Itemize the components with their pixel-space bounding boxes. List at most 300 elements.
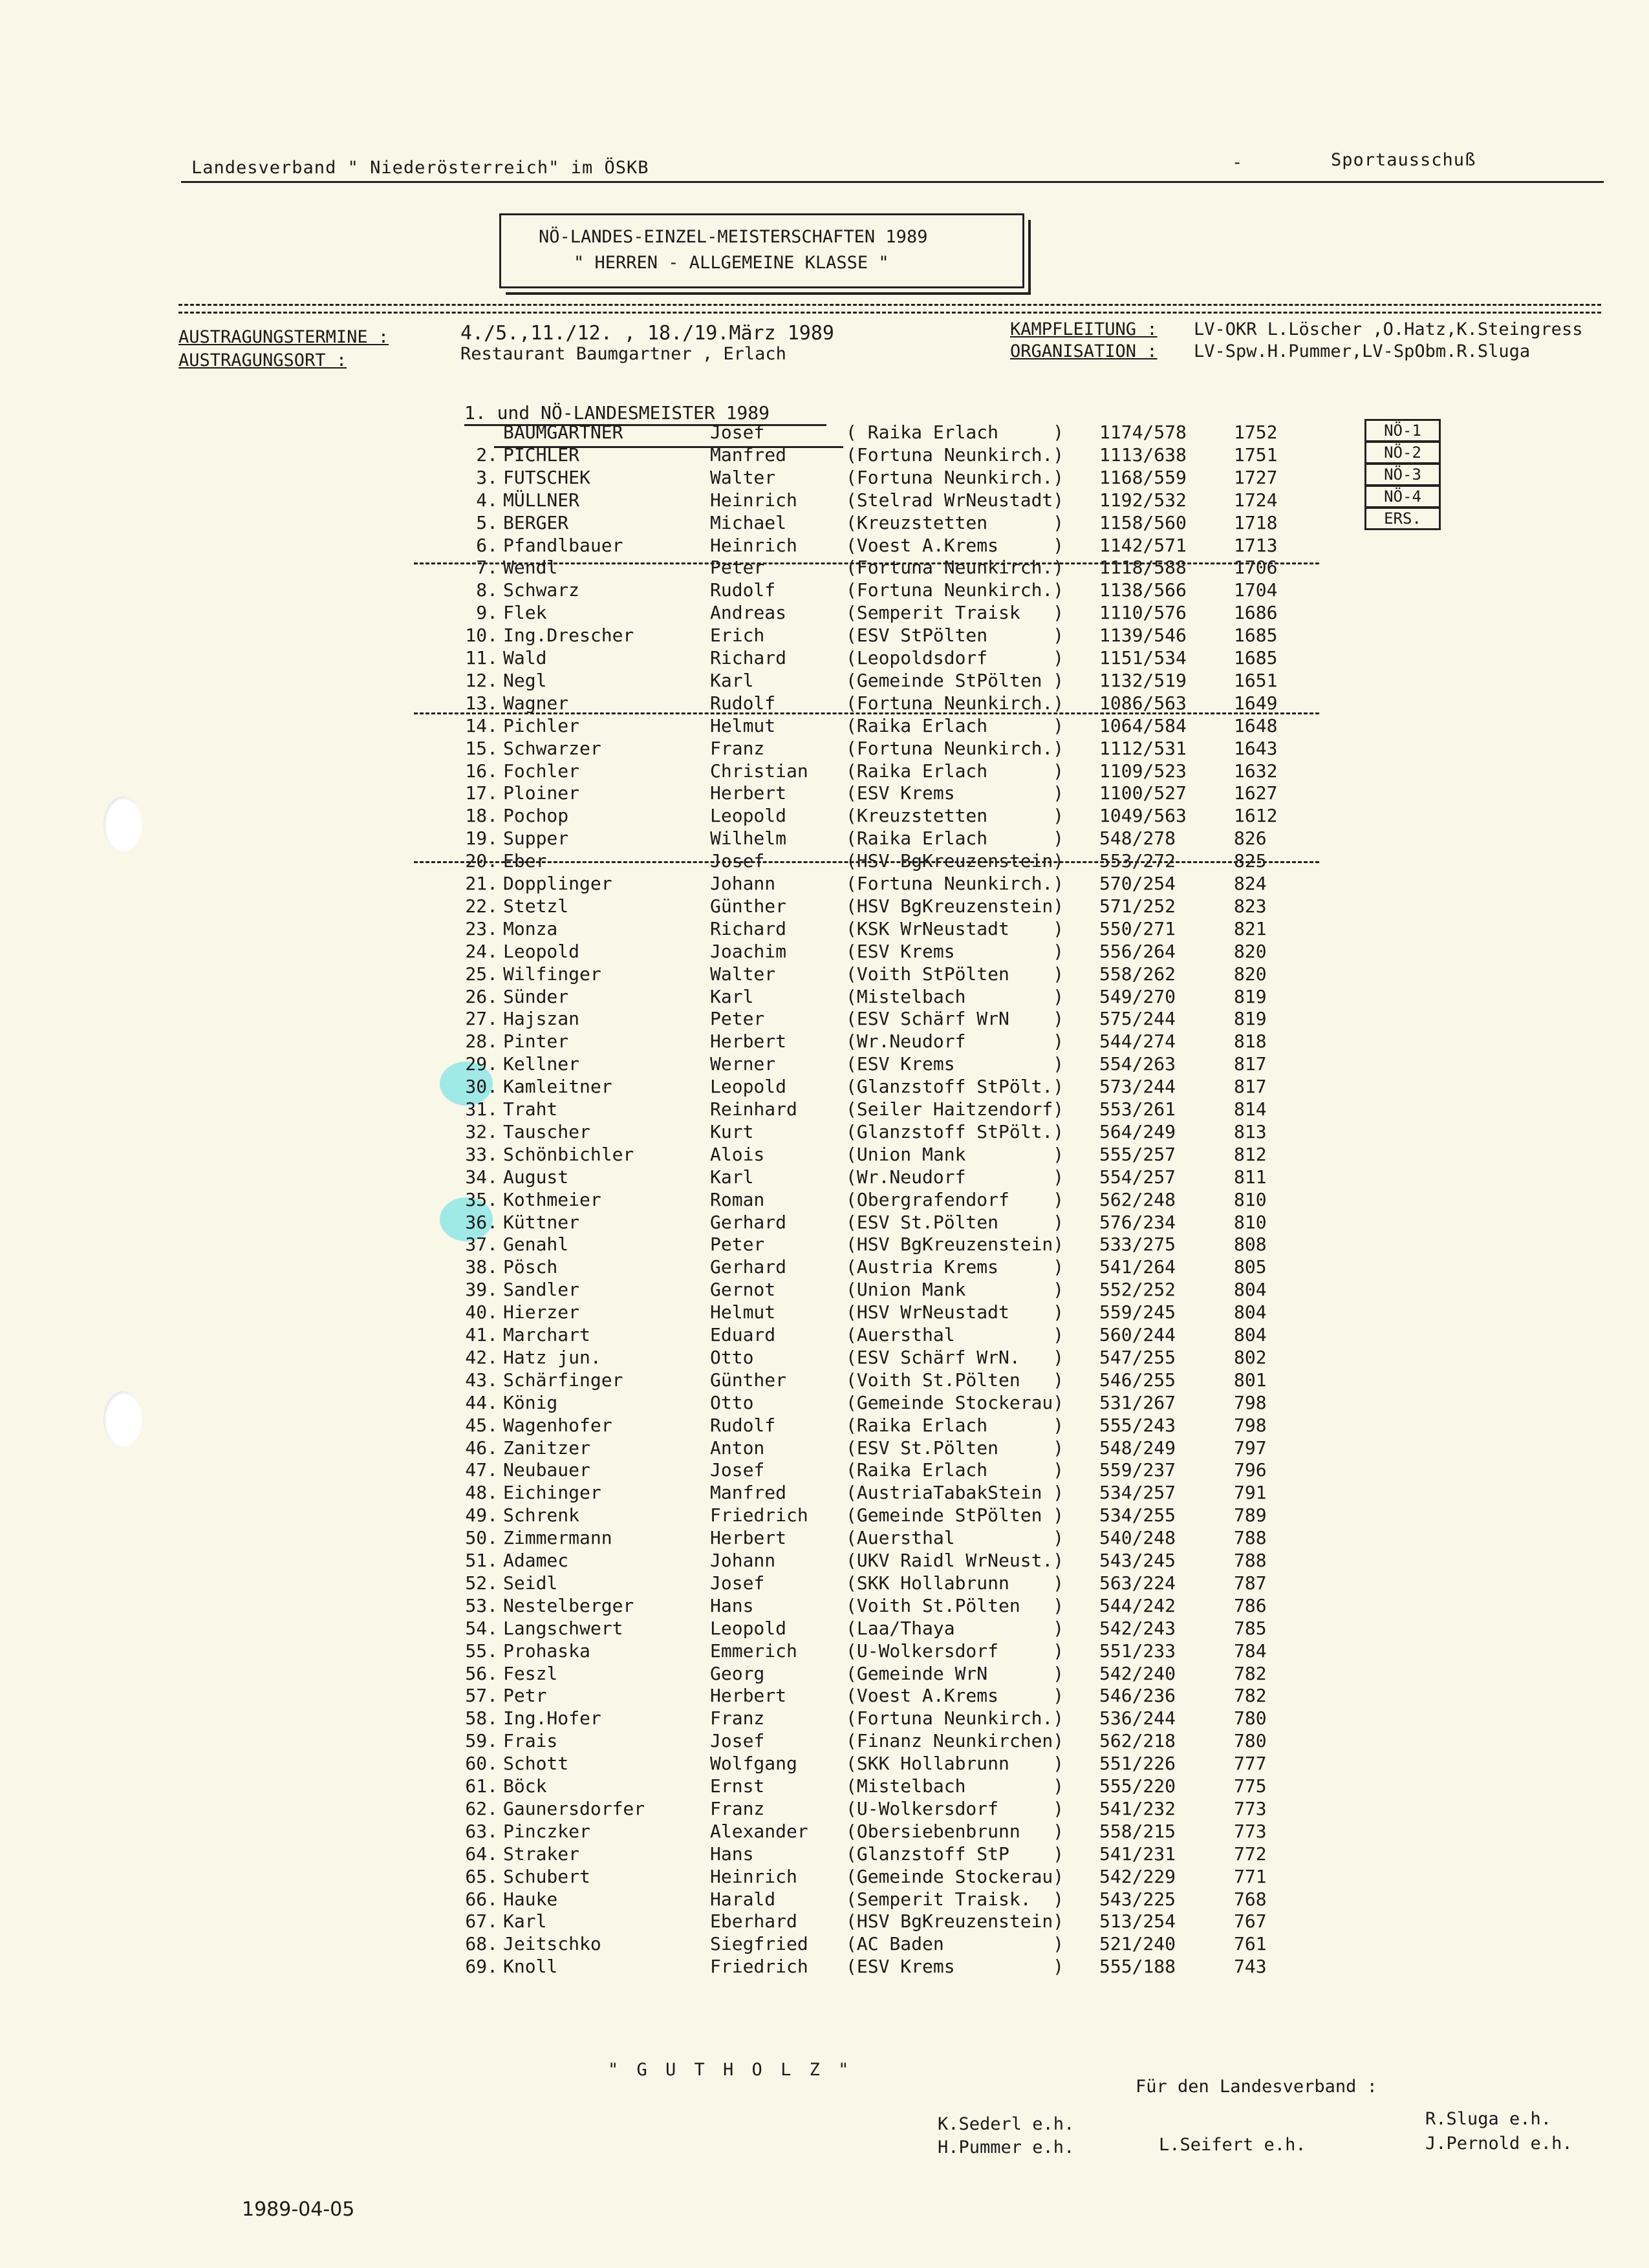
rank-cell: 50.: [465, 1527, 498, 1548]
total-cell: 810: [1234, 1212, 1267, 1233]
first-name-cell: Helmut: [710, 1301, 776, 1323]
rank-cell: 53.: [465, 1595, 498, 1616]
club-cell: (Leopoldsdorf ): [846, 647, 1064, 669]
club-cell: (Seiler Haitzendorf): [846, 1098, 1064, 1120]
last-name-cell: Traht: [503, 1098, 558, 1120]
result-cell: 521/240: [1099, 1933, 1176, 1954]
last-name-cell: Adamec: [503, 1550, 569, 1571]
total-cell: 1686: [1234, 602, 1278, 623]
rank-cell: 43.: [465, 1369, 498, 1391]
last-name-cell: Prohaska: [503, 1640, 590, 1662]
rank-cell: 33.: [465, 1144, 498, 1165]
club-cell: (SKK Hollabrunn ): [846, 1753, 1064, 1774]
last-name-cell: Pichler: [503, 715, 580, 736]
total-cell: 797: [1234, 1437, 1267, 1459]
last-name-cell: Pinter: [503, 1031, 569, 1052]
first-name-cell: Christian: [710, 760, 808, 782]
total-cell: 798: [1234, 1392, 1267, 1413]
org-label: ORGANISATION :: [1010, 341, 1158, 361]
club-cell: (Obersiebenbrunn ): [846, 1821, 1064, 1842]
first-name-cell: Anton: [710, 1437, 765, 1459]
first-name-cell: Günther: [710, 895, 787, 917]
qualifier-box-3: NÖ-3: [1364, 463, 1441, 486]
result-cell: 1139/546: [1099, 625, 1187, 646]
committee-name: Sportausschuß: [1331, 150, 1476, 170]
first-name-cell: Manfred: [710, 444, 787, 465]
result-cell: 549/270: [1099, 986, 1176, 1007]
result-cell: 554/263: [1099, 1053, 1176, 1075]
qualifier-box-1: NÖ-1: [1364, 419, 1441, 442]
total-cell: 1713: [1234, 535, 1278, 556]
last-name-cell: Eber: [503, 850, 547, 872]
qualifier-box-4: NÖ-4: [1364, 485, 1441, 508]
rank-cell: 61.: [465, 1775, 498, 1797]
rank-cell: 3.: [476, 467, 498, 488]
club-cell: (Gemeinde WrN ): [846, 1663, 1064, 1684]
total-cell: 823: [1234, 895, 1267, 917]
total-cell: 1648: [1234, 715, 1278, 736]
signature-seifert: L.Seifert e.h.: [1159, 2135, 1306, 2155]
club-cell: (Fortuna Neunkirch.): [846, 873, 1064, 894]
club-cell: (Stelrad WrNeustadt): [846, 489, 1064, 511]
rank-cell: 4.: [476, 489, 498, 511]
total-cell: 780: [1234, 1707, 1267, 1729]
total-cell: 1727: [1234, 467, 1278, 488]
result-cell: 536/244: [1099, 1707, 1176, 1729]
last-name-cell: Karl: [503, 1910, 547, 1932]
first-name-cell: Peter: [710, 557, 765, 578]
result-cell: 555/243: [1099, 1415, 1176, 1436]
club-cell: (Auersthal ): [846, 1324, 1064, 1345]
rank-cell: 41.: [465, 1324, 498, 1345]
association-name: Landesverband " Niederösterreich" im ÖSKB: [191, 158, 649, 178]
total-cell: 773: [1234, 1798, 1267, 1819]
result-cell: 1110/576: [1099, 602, 1187, 623]
result-cell: 559/237: [1099, 1459, 1176, 1481]
rank-cell: 69.: [465, 1956, 498, 1977]
last-name-cell: Nestelberger: [503, 1595, 634, 1616]
club-cell: (Gemeinde StPölten ): [846, 670, 1064, 691]
result-cell: 553/272: [1099, 850, 1176, 872]
first-name-cell: Wilhelm: [710, 828, 787, 849]
last-name-cell: Gaunersdorfer: [503, 1798, 645, 1819]
result-cell: 562/248: [1099, 1189, 1176, 1210]
club-cell: (ESV StPölten ): [846, 625, 1064, 646]
result-cell: 534/257: [1099, 1482, 1176, 1503]
last-name-cell: König: [503, 1392, 558, 1413]
rank-cell: 59.: [465, 1730, 498, 1751]
club-cell: (Raika Erlach ): [846, 715, 1064, 736]
rank-cell: 32.: [465, 1121, 498, 1142]
rank-cell: 8.: [476, 579, 498, 601]
last-name-cell: Schrenk: [503, 1504, 580, 1526]
result-cell: 533/275: [1099, 1234, 1176, 1255]
first-name-cell: Otto: [710, 1392, 754, 1413]
total-cell: 743: [1234, 1956, 1267, 1977]
total-cell: 821: [1234, 918, 1267, 939]
last-name-cell: FUTSCHEK: [503, 467, 590, 488]
last-name-cell: August: [503, 1166, 569, 1188]
result-cell: 1109/523: [1099, 760, 1187, 782]
total-cell: 786: [1234, 1595, 1267, 1616]
last-name-cell: Ploiner: [503, 782, 580, 804]
last-name-cell: Wagner: [503, 692, 569, 714]
for-association: Für den Landesverband :: [1136, 2077, 1377, 2097]
result-cell: 1049/563: [1099, 805, 1187, 826]
group-separator-3: [414, 861, 1319, 863]
total-cell: 819: [1234, 986, 1267, 1007]
result-cell: 540/248: [1099, 1527, 1176, 1548]
club-cell: (Mistelbach ): [846, 1775, 1064, 1797]
signature-pernold: J.Pernold e.h.: [1425, 2134, 1573, 2154]
rank-cell: 56.: [465, 1663, 498, 1684]
signature-sederl: K.Sederl e.h.: [938, 2114, 1075, 2134]
rank-cell: 57.: [465, 1685, 498, 1706]
first-name-cell: Walter: [710, 963, 776, 985]
qualifier-box-2: NÖ-2: [1364, 441, 1441, 464]
result-cell: 1158/560: [1099, 512, 1187, 533]
club-cell: (Fortuna Neunkirch.): [846, 1707, 1064, 1729]
referee-value: LV-OKR L.Löscher ,O.Hatz,K.Steingress: [1194, 319, 1583, 339]
total-cell: 1632: [1234, 760, 1278, 782]
result-cell: 1138/566: [1099, 579, 1187, 601]
group-separator-2: [414, 712, 1319, 714]
total-cell: 826: [1234, 828, 1267, 849]
result-cell: 1086/563: [1099, 692, 1187, 714]
first-name-cell: Heinrich: [710, 489, 797, 511]
first-name-cell: Herbert: [710, 1031, 787, 1052]
rank-cell: 16.: [465, 760, 498, 782]
last-name-cell: Küttner: [503, 1212, 580, 1233]
first-name-cell: Rudolf: [710, 1415, 776, 1436]
first-name-cell: Michael: [710, 512, 787, 533]
first-name-cell: Josef: [710, 422, 765, 443]
first-name-cell: Karl: [710, 1166, 754, 1188]
first-name-cell: Richard: [710, 918, 787, 939]
result-cell: 548/278: [1099, 828, 1176, 849]
club-cell: (AustriaTabakStein ): [846, 1482, 1064, 1503]
result-cell: 1151/534: [1099, 647, 1187, 669]
result-cell: 541/231: [1099, 1843, 1176, 1865]
total-cell: 767: [1234, 1910, 1267, 1932]
total-cell: 811: [1234, 1166, 1267, 1188]
club-cell: (Finanz Neunkirchen): [846, 1730, 1064, 1751]
club-cell: (Glanzstoff StP ): [846, 1843, 1064, 1865]
club-cell: (KSK WrNeustadt ): [846, 918, 1064, 939]
total-cell: 782: [1234, 1663, 1267, 1684]
total-cell: 1651: [1234, 670, 1278, 691]
first-name-cell: Leopold: [710, 1076, 787, 1097]
first-name-cell: Georg: [710, 1663, 765, 1684]
result-cell: 555/257: [1099, 1144, 1176, 1165]
last-name-cell: Fochler: [503, 760, 580, 782]
rank-cell: 40.: [465, 1301, 498, 1323]
club-cell: (HSV BgKreuzenstein): [846, 1910, 1064, 1932]
club-cell: (Glanzstoff StPölt.): [846, 1121, 1064, 1142]
first-name-cell: Johann: [710, 1550, 776, 1571]
club-cell: (HSV BgKreuzenstein): [846, 895, 1064, 917]
result-cell: 513/254: [1099, 1910, 1176, 1932]
first-name-cell: Franz: [710, 738, 765, 759]
rank-cell: 62.: [465, 1798, 498, 1819]
venue-label: AUSTRAGUNGSORT :: [178, 350, 347, 370]
last-name-cell: Zanitzer: [503, 1437, 590, 1459]
rank-cell: 68.: [465, 1933, 498, 1954]
rank-cell: 14.: [465, 715, 498, 736]
result-cell: 555/220: [1099, 1775, 1176, 1797]
rank-cell: 27.: [465, 1008, 498, 1029]
total-cell: 1706: [1234, 557, 1278, 578]
club-cell: (Kreuzstetten ): [846, 805, 1064, 826]
total-cell: 817: [1234, 1076, 1267, 1097]
result-cell: 1174/578: [1099, 422, 1187, 443]
last-name-cell: Marchart: [503, 1324, 590, 1345]
first-name-cell: Kurt: [710, 1121, 754, 1142]
first-name-cell: Friedrich: [710, 1956, 808, 1977]
club-cell: (Obergrafendorf ): [846, 1189, 1064, 1210]
total-cell: 780: [1234, 1730, 1267, 1751]
total-cell: 784: [1234, 1640, 1267, 1662]
club-cell: (Raika Erlach ): [846, 760, 1064, 782]
last-name-cell: Straker: [503, 1843, 580, 1865]
result-cell: 559/245: [1099, 1301, 1176, 1323]
rank-cell: 34.: [465, 1166, 498, 1188]
meta-rule-top: [178, 304, 1601, 306]
rank-cell: 52.: [465, 1572, 498, 1594]
last-name-cell: Böck: [503, 1775, 547, 1797]
club-cell: (Fortuna Neunkirch.): [846, 579, 1064, 601]
result-cell: 546/255: [1099, 1369, 1176, 1391]
club-cell: (ESV St.Pölten ): [846, 1437, 1064, 1459]
last-name-cell: Stetzl: [503, 895, 569, 917]
qualifier-box-5: ERS.: [1364, 507, 1441, 530]
total-cell: 772: [1234, 1843, 1267, 1865]
rank-cell: 23.: [465, 918, 498, 939]
result-cell: 575/244: [1099, 1008, 1176, 1029]
last-name-cell: Petr: [503, 1685, 547, 1706]
referee-label: KAMPFLEITUNG :: [1010, 319, 1158, 339]
first-name-cell: Andreas: [710, 602, 787, 623]
venue-value: Restaurant Baumgartner , Erlach: [460, 344, 786, 364]
club-cell: (UKV Raidl WrNeust.): [846, 1550, 1064, 1571]
rank-cell: 15.: [465, 738, 498, 759]
last-name-cell: MÜLLNER: [503, 489, 580, 511]
first-name-cell: Josef: [710, 1572, 765, 1594]
rank-cell: 37.: [465, 1234, 498, 1255]
club-cell: (Wr.Neudorf ): [846, 1166, 1064, 1188]
club-cell: (ESV St.Pölten ): [846, 1212, 1064, 1233]
rank-cell: 19.: [465, 828, 498, 849]
club-cell: (Raika Erlach ): [846, 828, 1064, 849]
club-cell: (Voest A.Krems ): [846, 535, 1064, 556]
rank-cell: 55.: [465, 1640, 498, 1662]
result-cell: 1100/527: [1099, 782, 1187, 804]
result-cell: 564/249: [1099, 1121, 1176, 1142]
group-separator-1: [414, 562, 1319, 564]
result-cell: 552/252: [1099, 1279, 1176, 1300]
total-cell: 782: [1234, 1685, 1267, 1706]
result-cell: 576/234: [1099, 1212, 1176, 1233]
first-name-cell: Heinrich: [710, 535, 797, 556]
last-name-cell: Sandler: [503, 1279, 580, 1300]
first-name-cell: Günther: [710, 1369, 787, 1391]
title-line-2: " HERREN - ALLGEMEINE KLASSE ": [574, 253, 889, 273]
last-name-cell: Schott: [503, 1753, 569, 1774]
last-name-cell: Schubert: [503, 1866, 590, 1887]
first-name-cell: Gerhard: [710, 1212, 787, 1233]
last-name-cell: Hauke: [503, 1888, 558, 1910]
first-name-cell: Josef: [710, 1730, 765, 1751]
last-name-cell: Supper: [503, 828, 569, 849]
club-cell: (ESV Krems ): [846, 1956, 1064, 1977]
first-name-cell: Werner: [710, 1053, 776, 1075]
rank-cell: 38.: [465, 1256, 498, 1278]
club-cell: (ESV Schärf WrN. ): [846, 1347, 1064, 1368]
rank-cell: 12.: [465, 670, 498, 691]
rank-cell: 28.: [465, 1031, 498, 1052]
rank-cell: 26.: [465, 986, 498, 1007]
total-cell: 812: [1234, 1144, 1267, 1165]
signature-sluga: R.Sluga e.h.: [1425, 2109, 1552, 2129]
first-name-cell: Otto: [710, 1347, 754, 1368]
club-cell: (Voith StPölten ): [846, 963, 1064, 985]
total-cell: 804: [1234, 1324, 1267, 1345]
total-cell: 802: [1234, 1347, 1267, 1368]
result-cell: 544/274: [1099, 1031, 1176, 1052]
last-name-cell: Schönbichler: [503, 1144, 634, 1165]
result-cell: 555/188: [1099, 1956, 1176, 1977]
first-name-cell: Hans: [710, 1595, 754, 1616]
first-name-cell: Joachim: [710, 941, 787, 962]
rank-cell: 44.: [465, 1392, 498, 1413]
club-cell: ( Raika Erlach ): [846, 422, 1064, 443]
club-cell: (Glanzstoff StPölt.): [846, 1076, 1064, 1097]
club-cell: (Fortuna Neunkirch.): [846, 444, 1064, 465]
rank-cell: 11.: [465, 647, 498, 669]
title-line-1: NÖ-LANDES-EINZEL-MEISTERSCHAFTEN 1989: [539, 227, 928, 247]
total-cell: 761: [1234, 1933, 1267, 1954]
total-cell: 789: [1234, 1504, 1267, 1526]
total-cell: 817: [1234, 1053, 1267, 1075]
total-cell: 788: [1234, 1527, 1267, 1548]
club-cell: (Auersthal ): [846, 1527, 1064, 1548]
first-name-cell: Johann: [710, 873, 776, 894]
total-cell: 1627: [1234, 782, 1278, 804]
result-cell: 546/236: [1099, 1685, 1176, 1706]
title-box: [499, 213, 1024, 288]
rank-cell: 63.: [465, 1821, 498, 1842]
rank-cell: 58.: [465, 1707, 498, 1729]
greeting: " G U T H O L Z ": [608, 2060, 853, 2080]
total-cell: 788: [1234, 1550, 1267, 1571]
rank-cell: 60.: [465, 1753, 498, 1774]
first-name-cell: Josef: [710, 1459, 765, 1481]
total-cell: 801: [1234, 1369, 1267, 1391]
first-name-cell: Leopold: [710, 1618, 787, 1639]
last-name-cell: PICHLER: [503, 444, 580, 465]
club-cell: (Fortuna Neunkirch.): [846, 738, 1064, 759]
club-cell: (AC Baden ): [846, 1933, 1064, 1954]
club-cell: (Union Mank ): [846, 1144, 1064, 1165]
last-name-cell: Pinczker: [503, 1821, 590, 1842]
rank-cell: 20.: [465, 850, 498, 872]
result-cell: 534/255: [1099, 1504, 1176, 1526]
last-name-cell: Kothmeier: [503, 1189, 601, 1210]
result-cell: 556/264: [1099, 941, 1176, 962]
club-cell: (Fortuna Neunkirch.): [846, 557, 1064, 578]
rank-cell: 25.: [465, 963, 498, 985]
last-name-cell: BERGER: [503, 512, 569, 533]
rank-cell: 46.: [465, 1437, 498, 1459]
rank-cell: 24.: [465, 941, 498, 962]
club-cell: (Raika Erlach ): [846, 1459, 1064, 1481]
club-cell: (Gemeinde StPölten ): [846, 1504, 1064, 1526]
result-cell: 558/262: [1099, 963, 1176, 985]
first-name-cell: Emmerich: [710, 1640, 797, 1662]
rank-cell: 49.: [465, 1504, 498, 1526]
total-cell: 810: [1234, 1189, 1267, 1210]
rank-cell: 42.: [465, 1347, 498, 1368]
last-name-cell: Monza: [503, 918, 558, 939]
first-name-cell: Heinrich: [710, 1866, 797, 1887]
rank-cell: 21.: [465, 873, 498, 894]
last-name-cell: Hatz jun.: [503, 1347, 601, 1368]
club-cell: (HSV BgKreuzenstein): [846, 1234, 1064, 1255]
punch-hole-bottom: [103, 1391, 142, 1447]
last-name-cell: Pfandlbauer: [503, 535, 623, 556]
total-cell: 805: [1234, 1256, 1267, 1278]
rank-cell: 35.: [465, 1189, 498, 1210]
first-name-cell: Reinhard: [710, 1098, 797, 1120]
last-name-cell: Frais: [503, 1730, 558, 1751]
result-cell: 1112/531: [1099, 738, 1187, 759]
rank-cell: 10.: [465, 625, 498, 646]
total-cell: 771: [1234, 1866, 1267, 1887]
first-name-cell: Friedrich: [710, 1504, 808, 1526]
club-cell: (Union Mank ): [846, 1279, 1064, 1300]
first-name-cell: Franz: [710, 1798, 765, 1819]
first-name-cell: Herbert: [710, 1527, 787, 1548]
dates-value: 4./5.,11./12. , 18./19.März 1989: [460, 322, 834, 345]
total-cell: 768: [1234, 1888, 1267, 1910]
result-cell: 553/261: [1099, 1098, 1176, 1120]
first-name-cell: Herbert: [710, 1685, 787, 1706]
rank-cell: 30.: [465, 1076, 498, 1097]
club-cell: (Voith St.Pölten ): [846, 1595, 1064, 1616]
last-name-cell: Neubauer: [503, 1459, 590, 1481]
result-cell: 548/249: [1099, 1437, 1176, 1459]
first-name-cell: Manfred: [710, 1482, 787, 1503]
dates-label: AUSTRAGUNGSTERMINE :: [178, 327, 389, 347]
first-name-cell: Franz: [710, 1707, 765, 1729]
result-cell: 1118/588: [1099, 557, 1187, 578]
first-name-cell: Hans: [710, 1843, 754, 1865]
total-cell: 787: [1234, 1572, 1267, 1594]
rank-cell: 39.: [465, 1279, 498, 1300]
result-cell: 560/244: [1099, 1324, 1176, 1345]
first-name-cell: Josef: [710, 850, 765, 872]
total-cell: 777: [1234, 1753, 1267, 1774]
total-cell: 1643: [1234, 738, 1278, 759]
last-name-cell: Dopplinger: [503, 873, 612, 894]
total-cell: 1704: [1234, 579, 1278, 601]
total-cell: 791: [1234, 1482, 1267, 1503]
first-name-cell: Ernst: [710, 1775, 765, 1797]
club-cell: (Voith St.Pölten ): [846, 1369, 1064, 1391]
result-cell: 563/224: [1099, 1572, 1176, 1594]
rank-cell: 66.: [465, 1888, 498, 1910]
total-cell: 1685: [1234, 647, 1278, 669]
